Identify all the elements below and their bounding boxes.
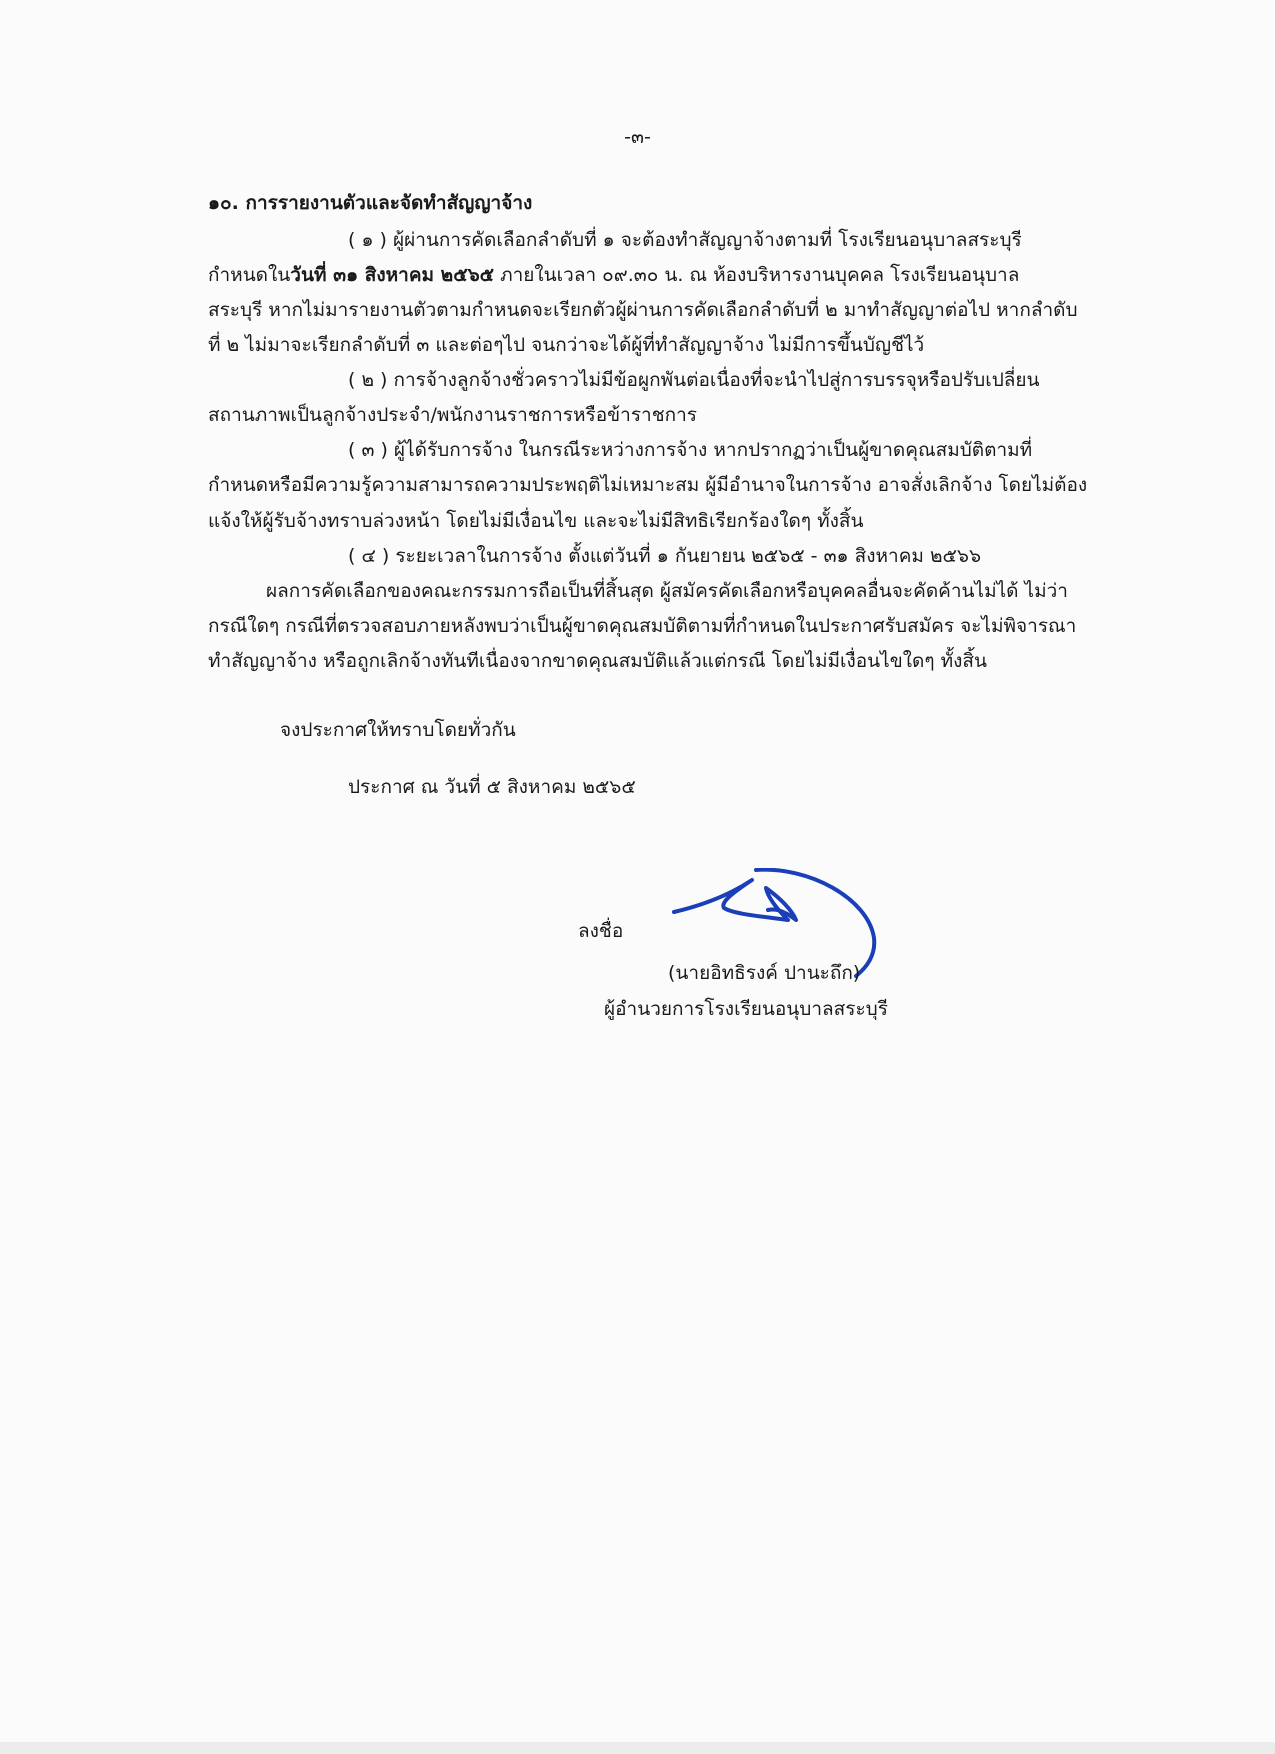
signatory-position: ผู้อำนวยการโรงเรียนอนุบาลสระบุรี bbox=[604, 998, 888, 1020]
signatory-name: (นายอิทธิรงค์ ปานะถึก) bbox=[668, 962, 861, 984]
item1-line2-rest: ภายในเวลา ๐๙.๓๐ น. ณ ห้องบริหารงานบุคคล โรงเรียนอนุบาล bbox=[494, 264, 1020, 286]
item4-line1: ( ๔ ) ระยะเวลาในการจ้าง ตั้งแต่วันที่ ๑ กันยายน ๒๕๖๕ - ๓๑ สิงหาคม ๒๕๖๖ bbox=[348, 545, 982, 567]
item1-line1: ( ๑ ) ผู้ผ่านการคัดเลือกลำดับที่ ๑ จะต้องทำสัญญาจ้างตามที่ โรงเรียนอนุบาลสระบุรี bbox=[348, 229, 1022, 251]
result-line1: ผลการคัดเลือกของคณะกรรมการถือเป็นที่สิ้นสุด ผู้สมัครคัดเลือกหรือบุคคลอื่นจะคัดค้านไม่ได้ ไม่ว่า bbox=[266, 580, 1068, 602]
item2-line2: สถานภาพเป็นลูกจ้างประจำ/พนักงานราชการหรือข้าราชการ bbox=[208, 404, 697, 426]
result-line3: ทำสัญญาจ้าง หรือถูกเลิกจ้างทันทีเนื่องจากขาดคุณสมบัติแล้วแต่กรณี โดยไม่มีเงื่อนไขใดๆ ทั้งสิ้น bbox=[208, 650, 987, 672]
item1-line2 bbox=[208, 262, 1019, 288]
section-heading: ๑๐. การรายงานตัวและจัดทำสัญญาจ้าง bbox=[208, 192, 533, 214]
item3-line2: กำหนดหรือมีความรู้ความสามารถความประพฤติไม่เหมาะสม ผู้มีอำนาจในการจ้าง อาจสั่งเลิกจ้าง โดยไม่ต้อง bbox=[208, 474, 1088, 496]
announce-date: ประกาศ ณ วันที่ ๕ สิงหาคม ๒๕๖๕ bbox=[348, 776, 636, 798]
item3-line1: ( ๓ ) ผู้ได้รับการจ้าง ในกรณีระหว่างการจ้าง หากปรากฏว่าเป็นผู้ขาดคุณสมบัติตามที่ bbox=[348, 439, 1033, 461]
item1-line4: ที่ ๒ ไม่มาจะเรียกลำดับที่ ๓ และต่อๆไป จนกว่าจะได้ผู้ที่ทำสัญญาจ้าง ไม่มีการขึ้นบัญชีไว้ bbox=[208, 334, 925, 356]
item1-line2-prefix: กำหนดใน bbox=[208, 264, 291, 286]
result-line2: กรณีใดๆ กรณีที่ตรวจสอบภายหลังพบว่าเป็นผู้ขาดคุณสมบัติตามที่กำหนดในประกาศรับสมัคร จะไม่พิจารณา bbox=[208, 615, 1077, 637]
item1-line3: สระบุรี หากไม่มารายงานตัวตามกำหนดจะเรียกตัวผู้ผ่านการคัดเลือกลำดับที่ ๒ มาทำสัญญาต่อไป หากลำดับ bbox=[208, 299, 1078, 321]
item2-line1: ( ๒ ) การจ้างลูกจ้างชั่วคราวไม่มีข้อผูกพันต่อเนื่องที่จะนำไปสู่การบรรจุหรือปรับเปลี่ยน bbox=[348, 369, 1040, 391]
page-number: -๓- bbox=[624, 126, 651, 148]
item3-line3: แจ้งให้ผู้รับจ้างทราบล่วงหน้า โดยไม่มีเงื่อนไข และจะไม่มีสิทธิเรียกร้องใดๆ ทั้งสิ้น bbox=[208, 510, 864, 532]
announce-text: จงประกาศให้ทราบโดยทั่วกัน bbox=[280, 719, 516, 741]
signature-label: ลงชื่อ bbox=[578, 920, 624, 942]
scan-edge bbox=[0, 1742, 1275, 1754]
report-date: วันที่ ๓๑ สิงหาคม ๒๕๖๕ bbox=[290, 264, 495, 286]
